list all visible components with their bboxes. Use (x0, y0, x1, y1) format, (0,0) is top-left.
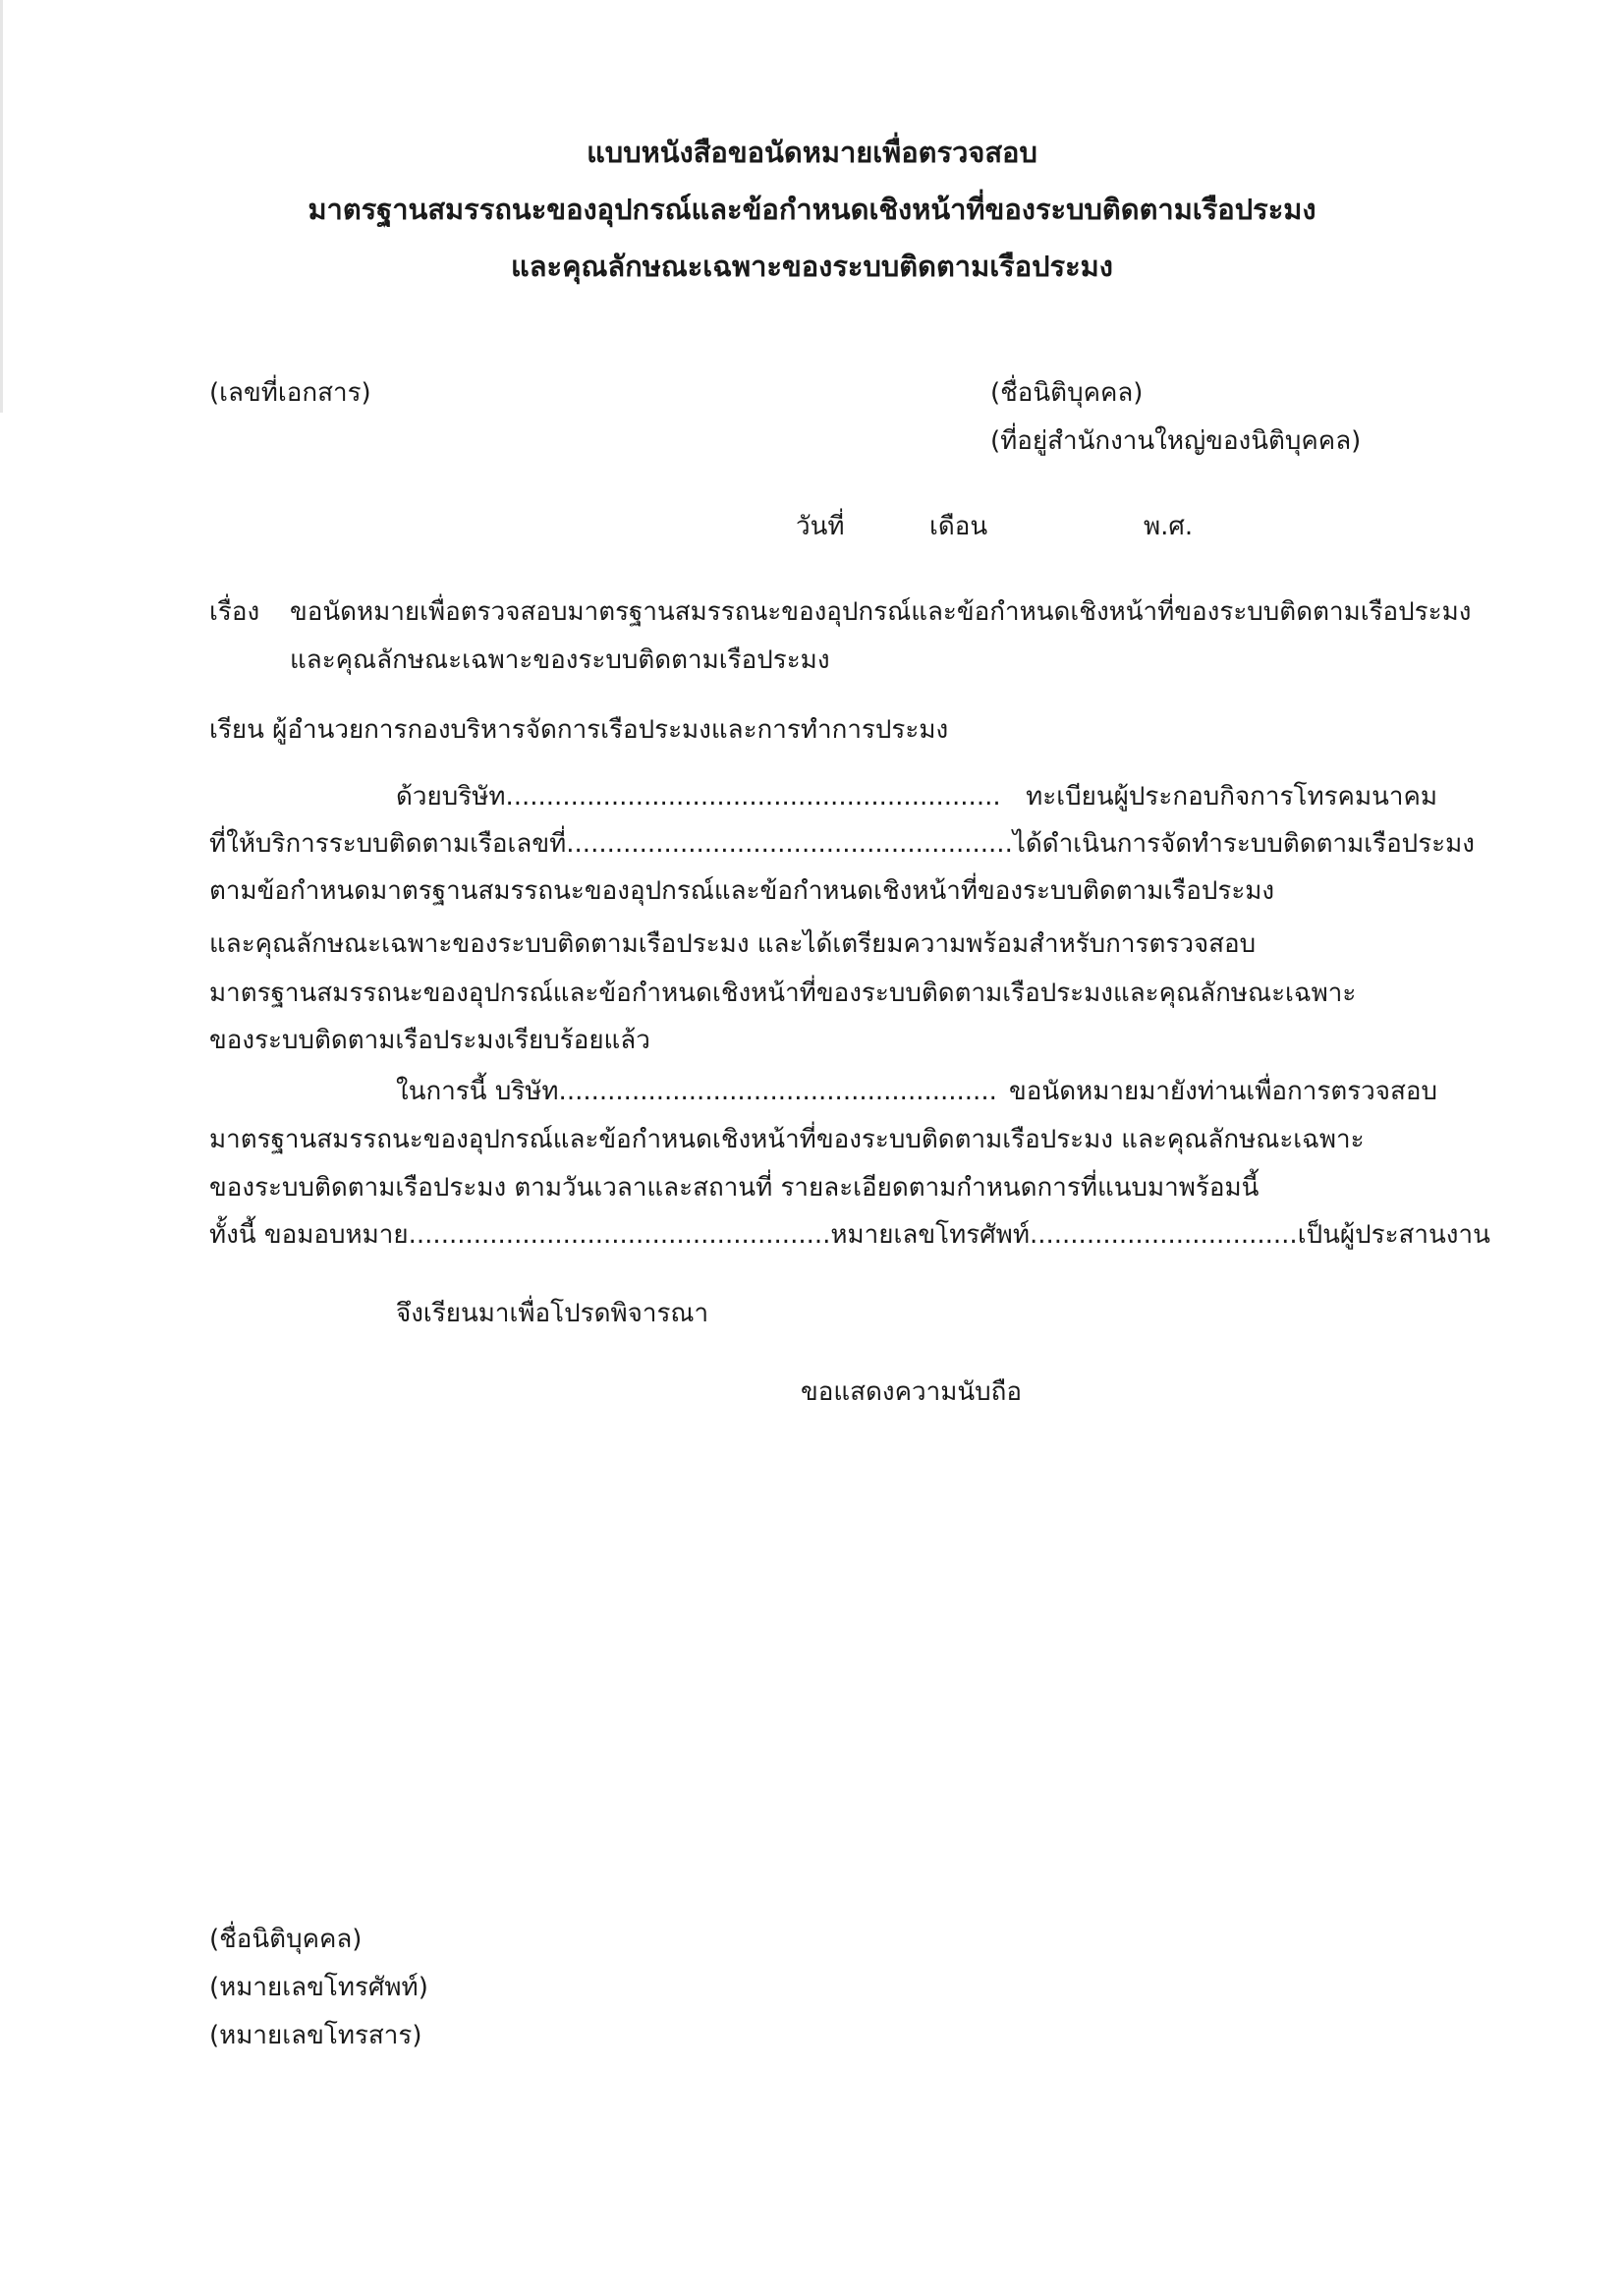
subject-line-2: และคุณลักษณะเฉพาะของระบบติดตามเรือประมง (290, 645, 830, 675)
paragraph-1-line-3: ตามข้อกำหนดมาตรฐานสมรรถนะของอุปกรณ์และข้อกำหนดเชิงหน้าที่ของระบบติดตามเรือประมง (209, 876, 1275, 906)
paragraph-2-line-3: ของระบบติดตามเรือประมง ตามวันเวลาและสถานที่ รายละเอียดตามกำหนดการที่แนบมาพร้อมนี้ (209, 1173, 1260, 1203)
paragraph-1-registration: ทะเบียนผู้ประกอบกิจการโทรคมนาคม (1026, 782, 1437, 812)
paragraph-1-line-2 (209, 827, 1475, 861)
paragraph-1-line-4: และคุณลักษณะเฉพาะของระบบติดตามเรือประมง และได้เตรียมความพร้อมสำหรับการตรวจสอบ (209, 929, 1257, 959)
closing-regards: ขอแสดงความนับถือ (801, 1377, 1022, 1407)
paragraph-1-license-blank: ที่ให้บริการระบบติดตามเรือเลขที่....................................................... (209, 829, 1013, 859)
document-number: (เลขที่เอกสาร) (209, 378, 371, 408)
paragraph-1-company-blank: ด้วยบริษัท............................................................. (396, 782, 1001, 812)
paragraph-2-request: ขอนัดหมายมายังท่านเพื่อการตรวจสอบ (1009, 1077, 1437, 1106)
footer-phone: (หมายเลขโทรศัพท์) (209, 1973, 428, 2002)
paragraph-2-company-blank: ในการนี้ บริษัท...................................................... (396, 1077, 997, 1106)
paragraph-1-line-1 (396, 780, 1437, 813)
paragraph-2-assignee-blank: ทั้งนี้ ขอมอบหมาย.................................................... (209, 1220, 831, 1250)
paragraph-2-phone-blank: หมายเลขโทรศัพท์................................. (830, 1220, 1298, 1250)
subject-line-1: ขอนัดหมายเพื่อตรวจสอบมาตรฐานสมรรถนะของอุปกรณ์และข้อกำหนดเชิงหน้าที่ของระบบติดตามเรือประมง (290, 597, 1472, 627)
paragraph-1-line-6: ของระบบติดตามเรือประมงเรียบร้อยแล้ว (209, 1026, 650, 1055)
paragraph-1-line-5: มาตรฐานสมรรถนะของอุปกรณ์และข้อกำหนดเชิงหน้าที่ของระบบติดตามเรือประมงและคุณลักษณะเฉพาะ (209, 979, 1357, 1008)
title-line-1: แบบหนังสือขอนัดหมายเพื่อตรวจสอบ (587, 136, 1037, 169)
paragraph-2-coordinator: เป็นผู้ประสานงาน (1297, 1220, 1490, 1250)
date-month-label: เดือน (929, 512, 988, 541)
company-address: (ที่อยู่สำนักงานใหญ่ของนิติบุคคล) (990, 426, 1362, 456)
date-year-label: พ.ศ. (1144, 512, 1194, 541)
footer-fax: (หมายเลขโทรสาร) (209, 2021, 422, 2050)
title-line-3: และคุณลักษณะเฉพาะของระบบติดตามเรือประมง (511, 250, 1113, 283)
date-day-label: วันที่ (796, 512, 845, 541)
paragraph-2-line-2: มาตรฐานสมรรถนะของอุปกรณ์และข้อกำหนดเชิงหน้าที่ของระบบติดตามเรือประมง และคุณลักษณะเฉพาะ (209, 1125, 1365, 1154)
subject-label: เรื่อง (209, 597, 260, 627)
paragraph-2-line-1 (396, 1075, 1437, 1108)
paragraph-2-line-4 (209, 1218, 1490, 1252)
title-line-2: มาตรฐานสมรรถนะของอุปกรณ์และข้อกำหนดเชิงหน้าที่ของระบบติดตามเรือประมง (308, 193, 1316, 226)
paragraph-1-action: ได้ดำเนินการจัดทำระบบติดตามเรือประมง (1012, 829, 1475, 859)
salutation: เรียน ผู้อำนวยการกองบริหารจัดการเรือประมงและการทำการประมง (209, 715, 949, 745)
footer-company-name: (ชื่อนิติบุคคล) (209, 1925, 363, 1954)
company-name: (ชื่อนิติบุคคล) (990, 378, 1144, 408)
closing-request: จึงเรียนมาเพื่อโปรดพิจารณา (396, 1299, 709, 1328)
